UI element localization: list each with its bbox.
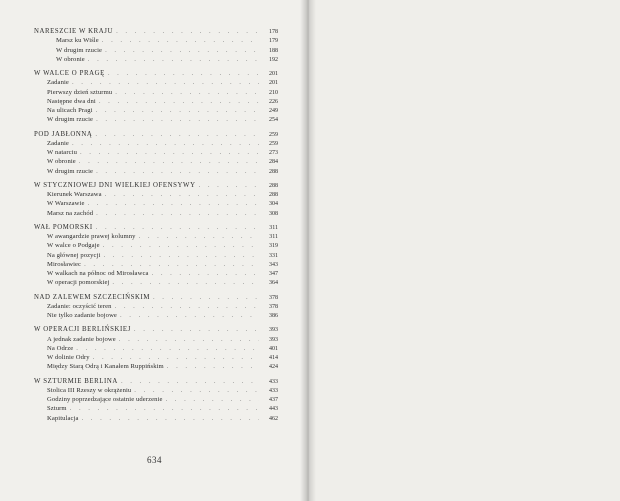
dot-leader [134,386,259,395]
dot-leader [82,414,260,423]
entry-page-number: 254 [269,117,278,124]
entry-title: NARESZCIE W KRAJU [34,28,114,35]
section-heading [34,377,278,386]
dot-leader [93,353,259,362]
section-heading [34,223,278,232]
entry-page-number: 288 [269,182,278,189]
entry-page-number: 304 [269,201,278,208]
entry-title: W obronie [47,158,76,166]
dot-leader [119,335,259,344]
toc-section [34,69,278,125]
entry-title: Na Odrze [47,344,74,352]
entry-page-number: 343 [269,261,278,268]
entry-title: W awangardzie prawej kolumny [47,233,136,240]
toc-entry [34,106,278,115]
entry-title: Zadanie: oczyścić teren [47,302,112,310]
entry-title: Marsz ku Wiśle [56,37,99,45]
entry-page-number: 401 [269,345,278,352]
toc-entry [34,302,278,311]
toc-entry [34,269,278,278]
entry-title: W operacji pomorskiej [47,279,110,287]
entry-title: W walce o Podgaje [47,242,100,250]
entry-page-number: 393 [269,327,278,334]
entry-title: Zadanie [47,139,69,147]
entry-page-number: 433 [269,378,278,385]
entry-page-number: 414 [269,355,278,361]
dot-leader [70,404,259,413]
entry-title: Kapitulacja [47,414,79,422]
dot-leader [121,377,259,386]
entry-title: W natarciu [47,149,77,156]
entry-title: Kierunek Warszawa [47,191,102,198]
dot-leader [79,157,259,166]
toc-entry [34,148,278,157]
dot-leader [80,148,259,157]
toc-entry [34,311,278,320]
entry-page-number: 433 [269,387,278,394]
dot-leader [134,325,259,334]
toc-entry [34,251,278,260]
section-heading [34,69,278,78]
dot-leader [96,167,259,176]
dot-leader [120,311,259,320]
dot-leader [115,88,259,97]
left-page [0,0,306,501]
toc-entry [34,36,278,45]
toc-entry [34,199,278,208]
entry-title: Między Starą Odrą i Kanałem Ruppińskim [47,363,164,371]
dot-leader [103,251,259,260]
dot-leader [95,130,259,139]
toc-entry [34,139,278,148]
dot-leader [96,106,259,115]
toc-entry [34,404,278,413]
dot-leader [72,139,259,148]
entry-page-number: 259 [269,140,278,147]
entry-title: Pierwszy dzień szturmu [47,88,113,96]
entry-title: Marsz na zachód [47,209,94,217]
entry-page-number: 424 [269,364,278,371]
toc-entry [34,386,278,395]
entry-page-number: 393 [269,336,278,343]
toc-entry [34,362,278,371]
dot-leader [84,260,259,269]
entry-page-number: 437 [269,397,278,403]
toc-entry [34,167,278,176]
section-heading [34,325,278,334]
entry-page-number: 288 [269,192,278,198]
entry-title: W Warszawie [47,200,85,208]
toc-entry [34,344,278,353]
toc-section [34,27,278,64]
toc-entry [34,353,278,362]
toc-entry [34,46,278,55]
toc-entry [34,78,278,87]
toc-entry [34,157,278,166]
toc-entry [34,278,278,287]
toc-section [34,377,278,423]
dot-leader [167,362,259,371]
dot-leader [115,302,259,311]
entry-title: W drugim rzucie [47,116,94,124]
toc-entry [34,241,278,250]
entry-page-number: 178 [269,29,278,35]
dot-leader [105,46,259,55]
dot-leader [116,27,259,36]
entry-page-number: 462 [269,415,278,422]
dot-leader [112,278,259,287]
dot-leader [166,395,260,404]
entry-title: POD JABŁONNĄ [34,130,93,138]
entry-page-number: 308 [269,210,278,217]
section-heading [34,27,278,36]
entry-title: Zadanie [47,79,69,87]
book-gutter-shadow [300,0,316,501]
dot-leader [76,344,259,353]
toc-entry [34,190,278,199]
dot-leader [199,181,259,190]
entry-title: Nie tylko zadanie bojowe [47,312,117,319]
table-of-contents-left [34,27,278,428]
toc-entry [34,55,278,64]
entry-page-number: 259 [269,131,278,138]
toc-section [34,130,278,176]
toc-entry [34,395,278,404]
entry-page-number: 386 [269,313,278,319]
section-heading [34,293,278,302]
entry-page-number: 364 [269,280,278,287]
toc-entry [34,232,278,241]
entry-page-number: 311 [269,234,278,240]
toc-section [34,181,278,218]
entry-title: W walkach na północ od Mirosławca [47,270,149,277]
entry-page-number: 249 [269,108,278,114]
toc-entry [34,260,278,269]
entry-title: W STYCZNIOWEJ DNI WIELKIEJ OFENSYWY [34,181,196,189]
entry-title: Stolica III Rzeszy w okrążeniu [47,386,132,394]
entry-page-number: 226 [269,98,278,105]
entry-page-number: 288 [269,168,278,175]
entry-title: Godziny poprzedzające ostatnie uderzenie [47,396,163,403]
entry-page-number: 311 [269,224,278,231]
entry-title: W dolinie Odry [47,354,90,361]
entry-title: Szturm [47,405,67,413]
entry-page-number: 378 [269,303,278,310]
entry-title: NAD ZALEWEM SZCZECIŃSKIM [34,293,150,301]
right-page [306,0,620,501]
dot-leader [72,78,259,87]
entry-title: W OPERACJI BERLIŃSKIEJ [34,326,131,334]
entry-page-number: 319 [269,243,278,250]
entry-page-number: 179 [269,38,278,45]
dot-leader [139,232,259,241]
entry-page-number: 347 [269,271,278,277]
section-heading [34,181,278,190]
toc-entry [34,88,278,97]
dot-leader [152,269,259,278]
entry-title: Mirosławiec [47,260,82,268]
dot-leader [103,241,259,250]
entry-page-number: 443 [269,406,278,413]
toc-section [34,325,278,371]
toc-entry [34,115,278,124]
entry-title: W drugim rzucie [56,46,103,54]
dot-leader [96,223,259,232]
dot-leader [88,55,259,64]
section-heading [34,130,278,139]
entry-page-number: 331 [269,252,278,259]
toc-section [34,223,278,288]
entry-title: W SZTURMIE BERLINA [34,377,118,385]
entry-page-number: 273 [269,150,278,156]
dot-leader [105,190,259,199]
dot-leader [96,209,259,218]
entry-title: W obronie [56,55,85,63]
entry-page-number: 284 [269,159,278,166]
entry-page-number: 192 [269,56,278,63]
dot-leader [102,36,259,45]
entry-title: Następne dwa dni [47,97,96,105]
dot-leader [108,69,259,78]
entry-title: Na ulicach Pragi [47,107,93,114]
entry-page-number: 378 [269,294,278,301]
entry-title: WAŁ POMORSKI [34,223,93,231]
dot-leader [153,293,259,302]
toc-entry [34,97,278,106]
entry-title: Na głównej pozycji [47,251,101,259]
entry-page-number: 201 [269,71,278,77]
toc-entry [34,335,278,344]
entry-title: W drugim rzucie [47,167,94,175]
toc-section [34,293,278,321]
page-folio: 634 [147,455,162,465]
toc-entry [34,414,278,423]
toc-entry [34,209,278,218]
entry-title: W WALCE O PRAGĘ [34,70,105,77]
entry-page-number: 201 [269,80,278,87]
dot-leader [88,199,260,208]
dot-leader [96,115,259,124]
entry-title: A jednak zadanie bojowe [47,335,116,343]
dot-leader [99,97,259,106]
entry-page-number: 188 [269,47,278,54]
entry-page-number: 210 [269,89,278,96]
